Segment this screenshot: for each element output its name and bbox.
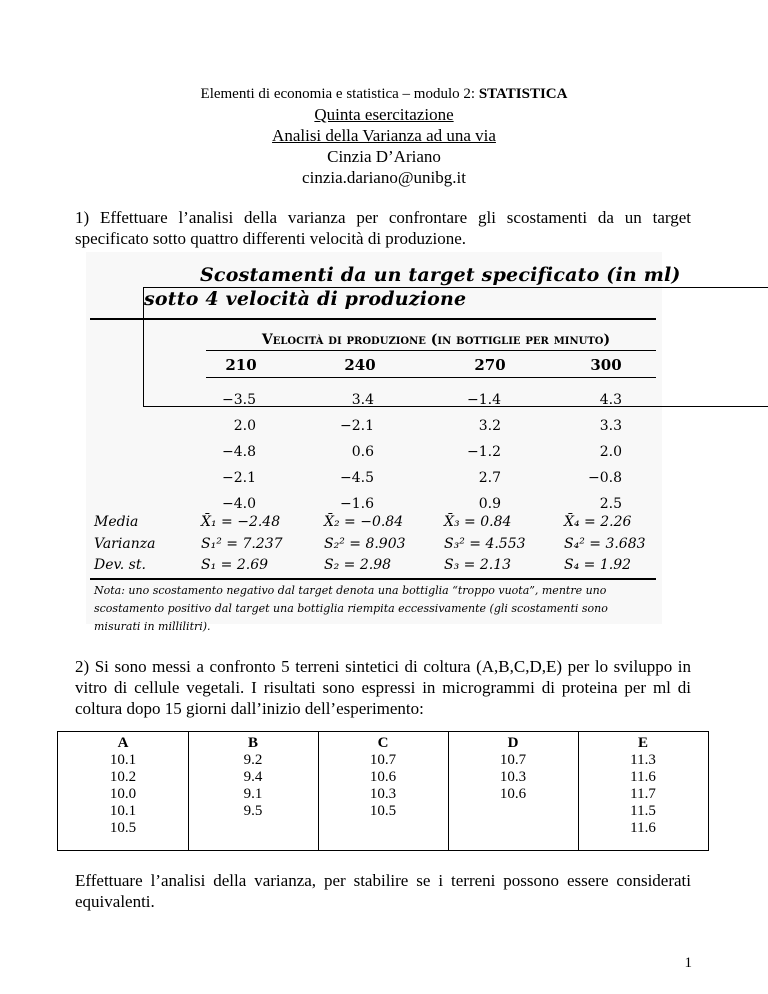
table-cell: 11.5	[630, 803, 656, 819]
table-column-a	[58, 732, 189, 850]
table-cell: 10.7	[369, 752, 397, 768]
stat-devst: S₂ = 2.98	[324, 557, 392, 573]
value-cell: 0.9	[478, 496, 501, 512]
value-cell: 2.5	[599, 496, 622, 512]
course-bold: STATISTICA	[478, 86, 568, 102]
table-cell: 10.3	[369, 786, 397, 802]
scanned-table-figure	[86, 252, 681, 633]
value-cell: 2.0	[599, 444, 622, 460]
author-name: Cinzia D’Ariano	[327, 147, 441, 166]
exercise-1-text: 1) Effettuare l’analisi della varianza per confrontare gli scostamenti da un target specificato sotto quattro differenti velocità di produzione.	[75, 208, 691, 248]
table-cell: 10.5	[109, 820, 137, 836]
table-column-d	[448, 732, 579, 850]
value-cell: −4.0	[222, 496, 256, 512]
column-head: A	[117, 735, 129, 751]
stat-devst: S₃ = 2.13	[444, 557, 512, 573]
head-rule	[206, 377, 656, 378]
table-cell: 10.5	[369, 803, 397, 819]
value-cell: 2.7	[478, 470, 501, 486]
value-cell: −1.2	[467, 444, 501, 460]
table-cell: 9.5	[243, 803, 263, 819]
value-cell: 3.4	[351, 392, 374, 408]
value-cell: −4.8	[222, 444, 256, 460]
document-header	[0, 84, 768, 188]
stat-media: X̄₄ = 2.26	[564, 514, 632, 530]
value-cell: −3.5	[222, 392, 256, 408]
table-cell: 10.6	[499, 786, 527, 802]
stat-varianza: S₃² = 4.553	[444, 536, 526, 552]
figure-title-line2: sotto 4 velocità di produzione	[143, 287, 768, 407]
table-cell: 9.1	[243, 786, 263, 802]
stat-media: X̄₁ = −2.48	[201, 514, 281, 530]
table-cell: 10.1	[109, 803, 137, 819]
column-head: E	[637, 735, 648, 751]
course-prefix: Elementi di economia e statistica – modulo 2:	[200, 86, 479, 102]
stat-media: X̄₃ = 0.84	[444, 514, 512, 530]
table-cell: 11.7	[630, 786, 656, 802]
table-cell: 9.2	[243, 752, 263, 768]
table-cell: 10.6	[369, 769, 397, 785]
stat-varianza: S₂² = 8.903	[324, 536, 406, 552]
table-cell: 11.6	[630, 820, 656, 836]
value-cell: −0.8	[588, 470, 622, 486]
value-cell: −2.1	[222, 470, 256, 486]
row-label-varianza: Varianza	[94, 536, 156, 552]
culture-table	[57, 731, 709, 851]
col-head-240: 240	[344, 356, 376, 374]
value-cell: −4.5	[340, 470, 374, 486]
figure-title-line1: Scostamenti da un target specificato (in ml)	[200, 264, 681, 286]
table-cell: 10.3	[499, 769, 527, 785]
document-subtitle: Analisi della Varianza ad una via	[272, 126, 496, 145]
table-cell: 10.7	[499, 752, 527, 768]
col-head-300: 300	[590, 356, 622, 374]
column-head: D	[507, 735, 519, 751]
table-column-b	[188, 732, 319, 850]
figure-note: Nota: uno scostamento negativo dal target denota una bottiglia “troppo vuota”, mentre uno scostamento positivo dal target una bottiglia riempita eccessivamente (gli scostamenti sono misurati in millilitri).	[94, 584, 608, 633]
table-cell: 10.0	[109, 786, 137, 802]
table-cell: 11.3	[630, 752, 656, 768]
value-cell: −1.6	[340, 496, 374, 512]
table-cell: 9.4	[243, 769, 263, 785]
table-cell: 10.2	[109, 769, 137, 785]
table-column-c	[318, 732, 449, 850]
exercise-2-question: Effettuare l’analisi della varianza, per stabilire se i terreni possono essere considerati equivalenti.	[75, 871, 691, 911]
column-head: B	[247, 735, 258, 751]
stat-devst: S₁ = 2.69	[201, 557, 269, 573]
stat-varianza: S₁² = 7.237	[201, 536, 283, 552]
document-title: Quinta esercitazione	[314, 105, 454, 124]
top-rule	[90, 318, 656, 320]
group-rule	[206, 350, 656, 351]
col-head-210: 210	[225, 356, 257, 374]
value-cell: −2.1	[340, 418, 374, 434]
page-number: 1	[684, 955, 692, 971]
bottom-rule	[90, 578, 656, 580]
group-header: Velocità di produzione (in bottiglie per minuto)	[261, 332, 611, 348]
value-cell: −1.4	[467, 392, 501, 408]
value-cell: 4.3	[599, 392, 622, 408]
value-cell: 0.6	[351, 444, 374, 460]
author-email: cinzia.dariano@unibg.it	[302, 168, 466, 187]
value-cell: 2.0	[233, 418, 256, 434]
col-head-270: 270	[474, 356, 506, 374]
table-cell: 10.1	[109, 752, 137, 768]
stat-media: X̄₂ = −0.84	[324, 514, 404, 530]
table-cell: 11.6	[630, 769, 656, 785]
course-line	[0, 84, 768, 104]
row-label-media: Media	[94, 514, 139, 530]
value-cell: 3.2	[478, 418, 501, 434]
row-label-devst: Dev. st.	[94, 557, 146, 573]
table-column-e	[578, 732, 708, 850]
stat-devst: S₄ = 1.92	[564, 557, 632, 573]
stat-varianza: S₄² = 3.683	[564, 536, 646, 552]
exercise-2-text: 2) Si sono messi a confronto 5 terreni sintetici di coltura (A,B,C,D,E) per lo sviluppo in vitro di cellule vegetali. I risultati sono espressi in microgrammi di proteina per ml di coltura dopo 15 giorni dall’inizio dell’esperimento:	[75, 657, 691, 718]
value-cell: 3.3	[599, 418, 622, 434]
column-head: C	[377, 735, 389, 751]
